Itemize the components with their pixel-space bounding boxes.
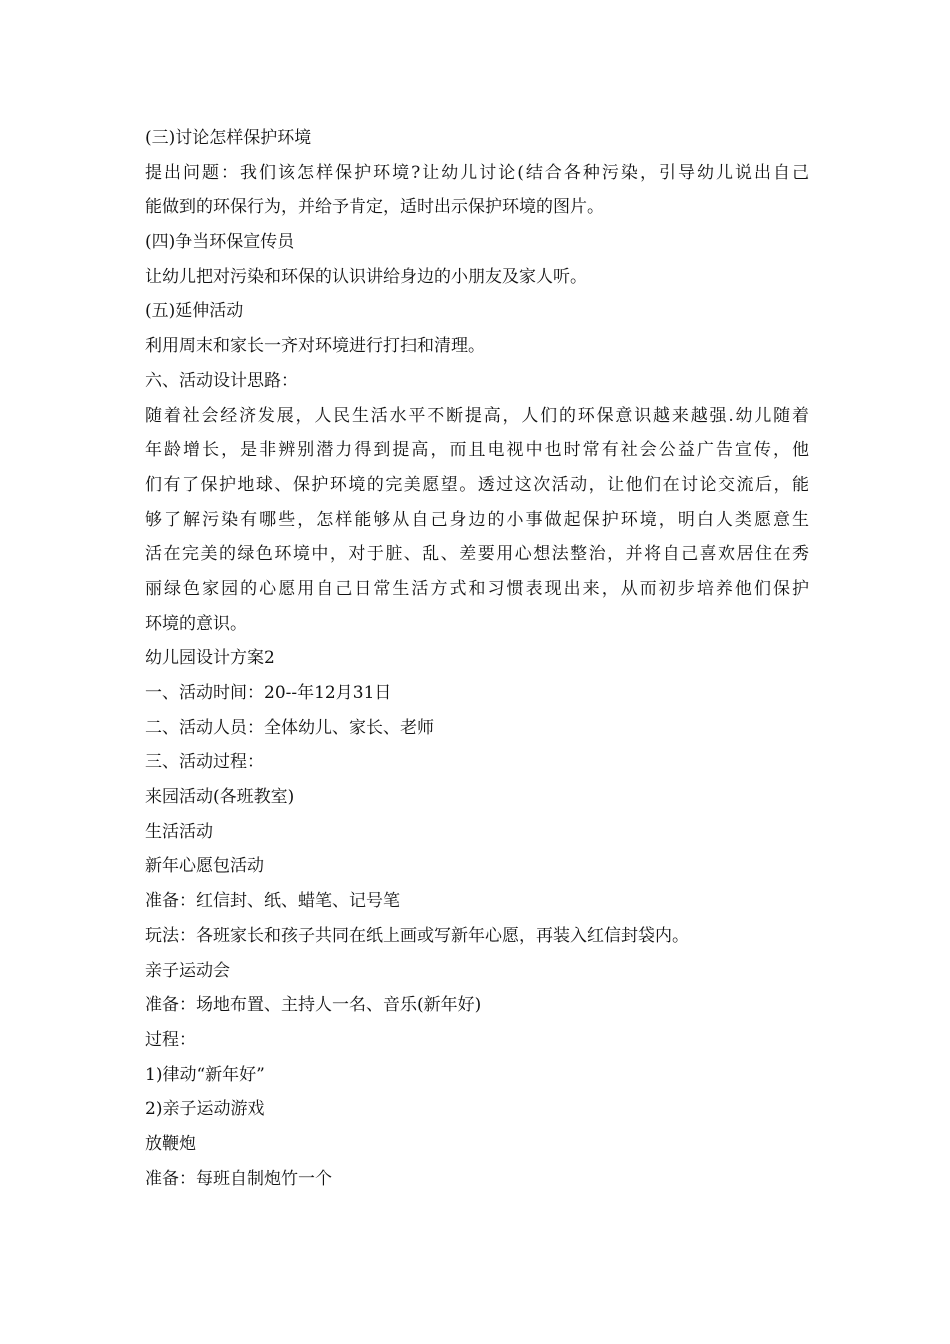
- paragraph-line: 环境的意识。: [145, 613, 247, 634]
- list-item: 亲子运动会: [145, 960, 230, 981]
- document-page: [145, 121, 809, 1196]
- list-item: 生活活动: [145, 821, 213, 842]
- heading-design-ideas: 六、活动设计思路：: [145, 370, 298, 391]
- list-item: 准备：场地布置、主持人一名、音乐(新年好): [145, 995, 482, 1016]
- paragraph-line: 够了解污染有哪些，怎样能够从自己身边的小事做起保护环境，明白人类愿意生: [145, 509, 809, 530]
- paragraph-line: 随着社会经济发展，人民生活水平不断提高，人们的环保意识越来越强.幼儿随着: [145, 405, 809, 426]
- paragraph-line: 提出问题：我们该怎样保护环境?让幼儿讨论(结合各种污染，引导幼儿说出自己: [145, 162, 809, 183]
- heading-discuss-protect: (三)讨论怎样保护环境: [145, 128, 312, 148]
- paragraph-line: 丽绿色家园的心愿用自己日常生活方式和习惯表现出来，从而初步培养他们保护: [145, 578, 809, 599]
- list-item: 准备：每班自制炮竹一个: [145, 1168, 332, 1189]
- paragraph-line: 能做到的环保行为，并给予肯定，适时出示保护环境的图片。: [145, 197, 604, 218]
- paragraph-line: 让幼儿把对污染和环保的认识讲给身边的小朋友及家人听。: [145, 266, 587, 287]
- activity-time: 一、活动时间：20--年12月31日: [145, 683, 392, 703]
- heading-eco-promoter: (四)争当环保宣传员: [145, 232, 295, 253]
- activity-process-heading: 三、活动过程：: [145, 752, 264, 773]
- list-item: 1)律动“新年好”: [145, 1064, 265, 1085]
- list-item: 新年心愿包活动: [145, 856, 264, 877]
- list-item: 放鞭炮: [145, 1133, 196, 1154]
- heading-extension: (五)延伸活动: [145, 301, 244, 322]
- list-item: 2)亲子运动游戏: [145, 1099, 265, 1120]
- activity-people: 二、活动人员：全体幼儿、家长、老师: [145, 717, 434, 738]
- list-item: 玩法：各班家长和孩子共同在纸上画或写新年心愿，再装入红信封袋内。: [145, 925, 689, 946]
- list-item: 过程：: [145, 1029, 196, 1050]
- paragraph-line: 活在完美的绿色环境中，对于脏、乱、差要用心想法整治，并将自己喜欢居住在秀: [145, 544, 809, 565]
- paragraph-line: 们有了保护地球、保护环境的完美愿望。透过这次活动，让他们在讨论交流后，能: [145, 474, 809, 495]
- section-title-plan-2: 幼儿园设计方案2: [145, 648, 275, 669]
- paragraph-line: 利用周末和家长一齐对环境进行打扫和清理。: [145, 336, 485, 357]
- list-item: 准备：红信封、纸、蜡笔、记号笔: [145, 891, 400, 912]
- paragraph-line: 年龄增长，是非辨别潜力得到提高，而且电视中也时常有社会公益广告宣传，他: [145, 440, 809, 461]
- list-item: 来园活动(各班教室): [145, 787, 295, 808]
